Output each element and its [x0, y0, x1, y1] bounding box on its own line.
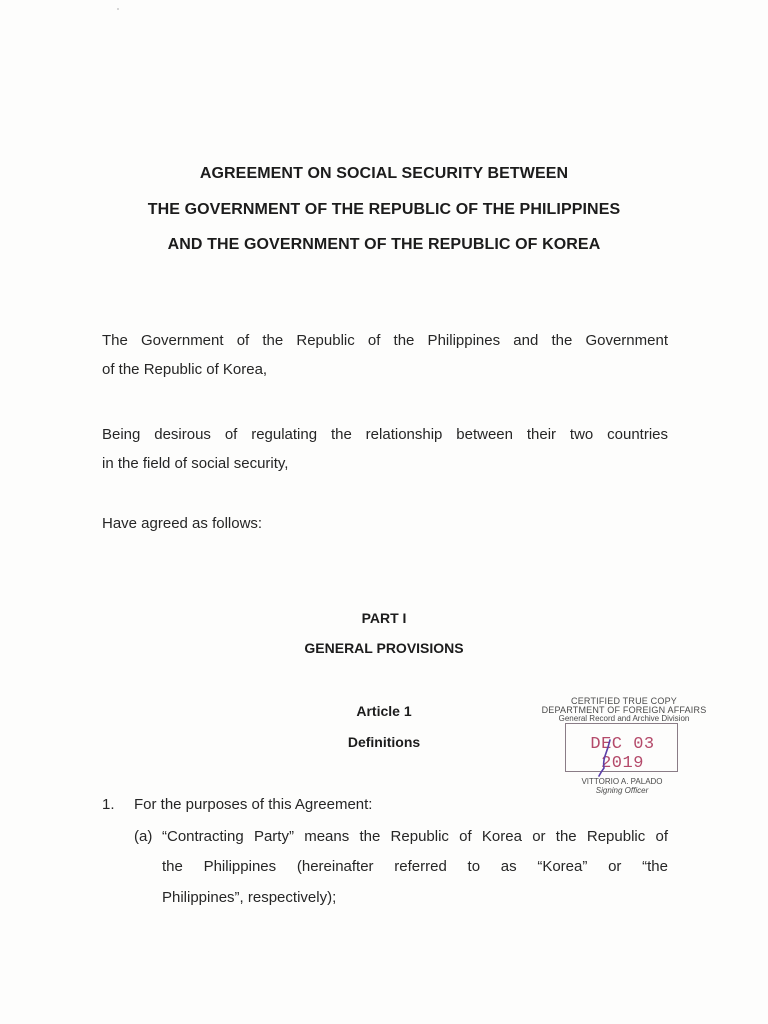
clause-a-line-1: “Contracting Party” means the Republic of Korea or the Republic of: [162, 828, 668, 845]
stamp-date: DEC 03 2019: [590, 735, 655, 773]
clause-a-line-3: Philippines”, respectively);: [162, 889, 337, 906]
part-heading: GENERAL PROVISIONS: [304, 640, 464, 656]
preamble-paragraph-2-line-2: in the field of social security,: [102, 455, 289, 472]
stamp-division-line: General Record and Archive Division: [558, 714, 690, 723]
stamp-department-line: DEPARTMENT OF FOREIGN AFFAIRS: [541, 705, 707, 715]
preamble-paragraph-1-line-1: The Government of the Republic of the Philippines and the Government: [102, 332, 668, 349]
clause-a-label: (a): [134, 828, 153, 845]
title-line-1: AGREEMENT ON SOCIAL SECURITY BETWEEN: [199, 165, 569, 182]
article-heading: Definitions: [347, 734, 421, 750]
pen-mark-icon: [596, 738, 616, 778]
scan-speck: [117, 8, 119, 10]
part-label: PART I: [361, 610, 407, 626]
stamp-officer-title: Signing Officer: [595, 786, 649, 795]
stamp-officer-name: VITTORIO A. PALADO: [581, 777, 663, 786]
clause-1-text: For the purposes of this Agreement:: [134, 796, 373, 813]
title-line-2: THE GOVERNMENT OF THE REPUBLIC OF THE PHILIPPINES: [147, 201, 621, 218]
stamp-date-box: [565, 723, 678, 772]
clause-a-line-2: the Philippines (hereinafter referred to as “Korea” or “the: [162, 858, 668, 875]
stamp-certified-line: CERTIFIED TRUE COPY: [571, 696, 677, 706]
article-label: Article 1: [356, 703, 412, 719]
preamble-paragraph-1-line-2: of the Republic of Korea,: [102, 361, 268, 378]
preamble-paragraph-2-line-1: Being desirous of regulating the relationship between their two countries: [102, 426, 668, 443]
clause-1-number: 1.: [102, 796, 115, 813]
preamble-paragraph-3: Have agreed as follows:: [102, 515, 263, 532]
title-line-3: AND THE GOVERNMENT OF THE REPUBLIC OF KOREA: [167, 236, 601, 253]
